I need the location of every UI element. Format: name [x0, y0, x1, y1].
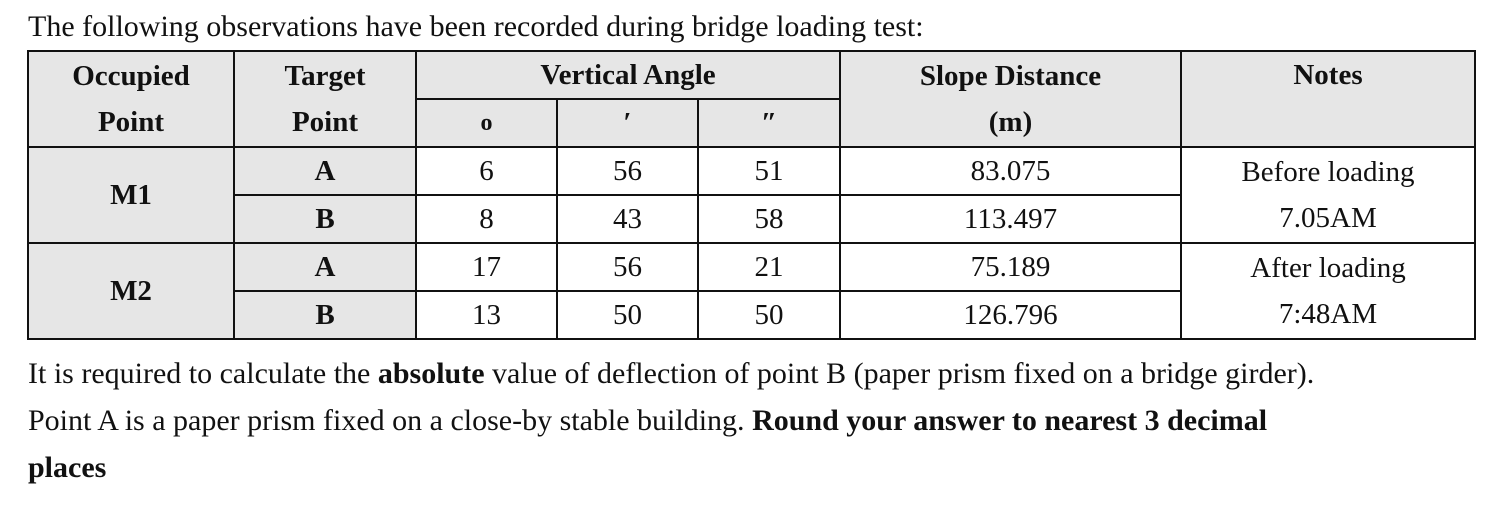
question-line1-start: It is required to calculate the — [28, 357, 378, 390]
header-notes: Notes — [1181, 51, 1475, 147]
header-degrees: o — [416, 99, 557, 147]
header-row-1 — [28, 51, 1475, 99]
question-line-1 — [28, 350, 1468, 397]
header-minutes: ′ — [557, 99, 698, 147]
slope-distance-cell: 113.497 — [840, 195, 1181, 243]
header-occupied-line1: Occupied — [72, 60, 190, 92]
header-target-point — [234, 51, 416, 147]
occupied-point-cell: M1 — [28, 147, 234, 243]
target-point-cell: B — [234, 291, 416, 339]
degrees-cell: 13 — [416, 291, 557, 339]
header-target-line1: Target — [284, 60, 366, 92]
question-line3-emphasis: places — [28, 451, 107, 484]
question-line-3 — [28, 444, 1468, 491]
notes-line2: 7:48AM — [1278, 298, 1378, 330]
minutes-cell: 50 — [557, 291, 698, 339]
seconds-cell: 58 — [698, 195, 840, 243]
header-slope-line1: Slope Distance — [919, 60, 1102, 92]
question-line2-start: Point A is a paper prism fixed on a close-by stable building. — [28, 404, 753, 437]
slope-distance-cell: 83.075 — [840, 147, 1181, 195]
question-line2-emphasis: Round your answer to nearest 3 decimal — [752, 404, 1268, 437]
observations-table — [27, 50, 1476, 340]
header-slope-line2: (m) — [988, 106, 1033, 138]
seconds-cell: 21 — [698, 243, 840, 291]
degrees-cell: 6 — [416, 147, 557, 195]
table-row — [28, 147, 1475, 195]
header-slope-distance — [840, 51, 1181, 147]
target-point-cell: A — [234, 243, 416, 291]
question-line1-end: value of deflection of point B (paper prism fixed on a bridge girder). — [484, 357, 1315, 390]
notes-line1: Before loading — [1241, 156, 1415, 188]
notes-cell — [1181, 243, 1475, 339]
header-seconds: ″ — [698, 99, 840, 147]
minutes-cell: 56 — [557, 243, 698, 291]
notes-line2: 7.05AM — [1279, 202, 1377, 234]
minutes-cell: 56 — [557, 147, 698, 195]
notes-cell — [1181, 147, 1475, 243]
target-point-cell: B — [234, 195, 416, 243]
target-point-cell: A — [234, 147, 416, 195]
question-line-2 — [28, 397, 1468, 444]
header-vertical-angle: Vertical Angle — [416, 51, 840, 99]
header-occupied-point — [28, 51, 234, 147]
degrees-cell: 17 — [416, 243, 557, 291]
header-target-line2: Point — [291, 106, 359, 138]
slope-distance-cell: 126.796 — [840, 291, 1181, 339]
seconds-cell: 51 — [698, 147, 840, 195]
question-text — [28, 350, 1468, 491]
table-row — [28, 243, 1475, 291]
notes-line1: After loading — [1250, 252, 1406, 284]
seconds-cell: 50 — [698, 291, 840, 339]
slope-distance-cell: 75.189 — [840, 243, 1181, 291]
header-occupied-line2: Point — [97, 106, 165, 138]
degrees-cell: 8 — [416, 195, 557, 243]
intro-text: The following observations have been recorded during bridge loading test: — [28, 10, 924, 43]
minutes-cell: 43 — [557, 195, 698, 243]
question-line1-emphasis: absolute — [377, 357, 485, 390]
occupied-point-cell: M2 — [28, 243, 234, 339]
